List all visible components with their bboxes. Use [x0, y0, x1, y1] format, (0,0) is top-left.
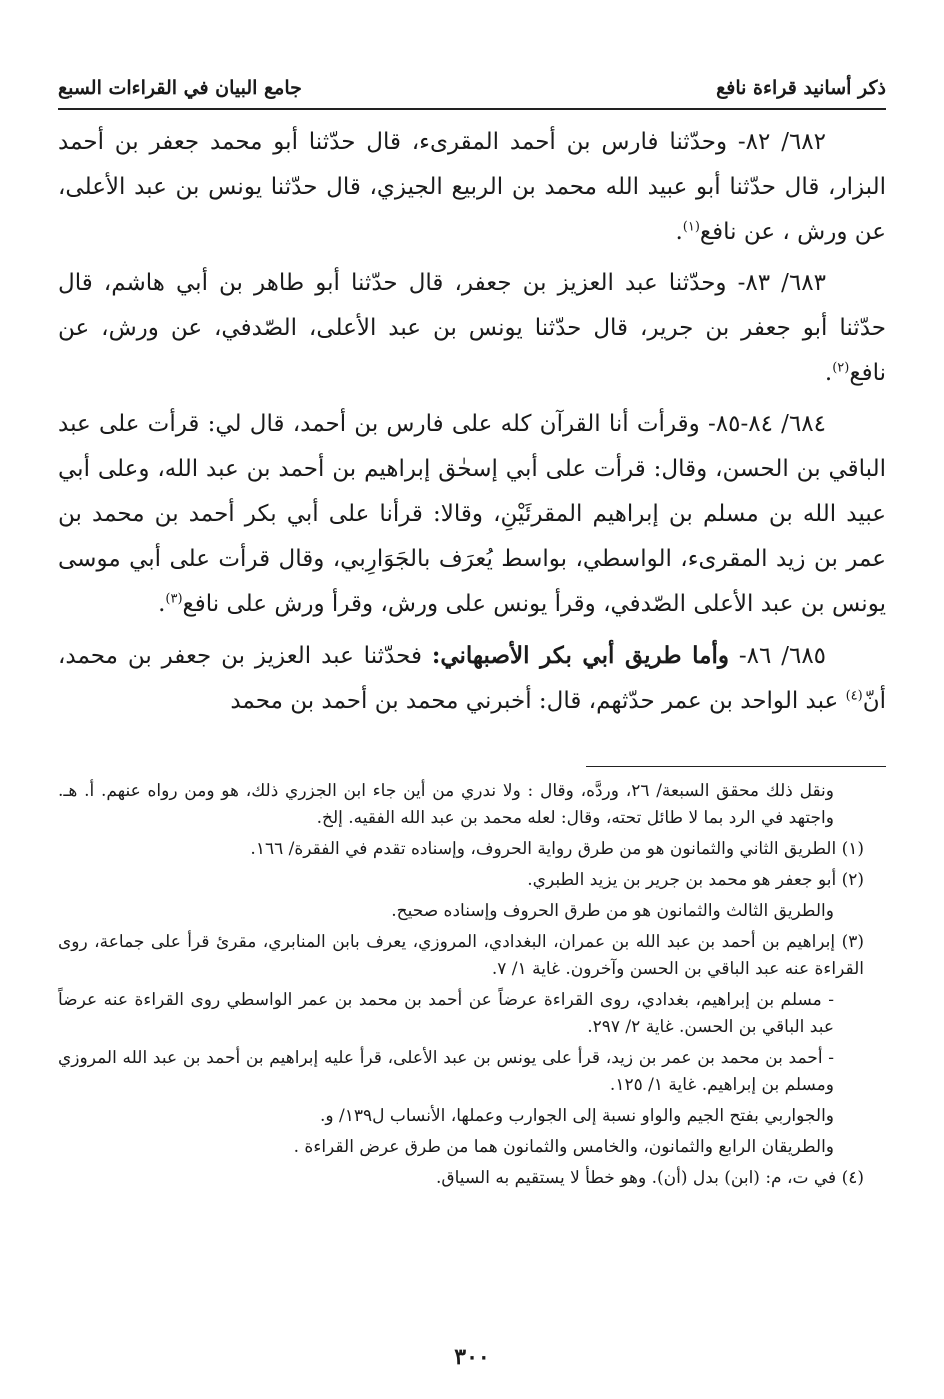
- paragraph-tail: .: [824, 360, 833, 386]
- footnotes: [58, 778, 864, 1196]
- footnote-ref: (١): [682, 219, 700, 235]
- main-text: [58, 120, 886, 730]
- footnote-item: (٣) إبراهيم بن أحمد بن عبد الله بن عمران، البغدادي، المروزي، يعرف بابن المنابري، مقرئ قرأ على جماعة، روى القراءة عنه عبد الباقي بن الحسن وآخرون. غاية ١/ ٧.: [58, 932, 864, 979]
- footnote-item: (٤) في ت، م: (ابن) بدل (أن). وهو خطأ لا يستقيم به السياق.: [435, 1168, 864, 1188]
- footnote-item: والطريقان الرابع والثمانون، والخامس والثمانون هما من طرق عرض القراءة .: [293, 1137, 834, 1157]
- paragraph-682: [58, 120, 886, 255]
- footnote-item: والجواربي بفتح الجيم والواو نسبة إلى الجوارب وعملها، الأنساب ل١٣٩/ و.: [319, 1106, 834, 1126]
- paragraph-text: وحدّثنا عبد العزيز بن جعفر، قال حدّثنا أبو طاهر بن أبي هاشم، قال حدّثنا أبو جعفر بن جرير، قال حدّثنا يونس بن عبد الأعلى، الصّدفي، عن ورش، عن نافع: [58, 270, 886, 386]
- footnote-item: والطريق الثالث والثمانون هو من طرق الحروف وإسناده صحيح.: [391, 901, 834, 921]
- footnote-item: - أحمد بن محمد بن عمر بن زيد، قرأ على يونس بن عبد الأعلى، قرأ عليه إبراهيم بن أحمد بن عبد الله المروزي ومسلم بن إبراهيم. غاية ١/ ١٢٥.: [58, 1048, 834, 1095]
- footnote-item: - مسلم بن إبراهيم، بغدادي، روى القراءة عرضاً عن أحمد بن محمد بن عمر الواسطي روى القراءة عنه عرضاً عبد الباقي بن الحسن. غاية ٢/ ٢٩٧.: [58, 990, 834, 1037]
- paragraph-683: [58, 261, 886, 396]
- header-divider: [58, 108, 886, 110]
- paragraph-number: ٦٨٤/ ٨٤-٨٥-: [707, 411, 826, 437]
- paragraph-text: وحدّثنا فارس بن أحمد المقرىء، قال حدّثنا أبو محمد جعفر بن أحمد البزار، قال حدّثنا أبو عبيد الله محمد بن الربيع الجيزي، قال حدّثنا يونس بن عبد الأعلى، عن ورش ، عن نافع: [58, 129, 886, 245]
- paragraph-text: فحدّثنا عبد العزيز بن جعفر بن محمد، أنّ: [58, 643, 886, 714]
- footnote-ref: (٣): [165, 591, 183, 607]
- footnote-item: ونقل ذلك محقق السبعة/ ٢٦، وردَّه، وقال : ولا ندري من أين جاء ابن الجزري ذلك، هو ومن رواه عنهم. أ. هـ. واجتهد في الرد بما لا طائل تحته، وقال: لعله محمد بن عبد الله الفقيه. إلخ.: [58, 781, 834, 828]
- paragraph-number: ٦٨٢/ ٨٢-: [737, 129, 827, 155]
- paragraph-number: ٦٨٣/ ٨٣-: [737, 270, 826, 296]
- paragraph-number: ٦٨٥/ ٨٦-: [738, 643, 827, 669]
- footnote-ref: (٢): [832, 360, 850, 376]
- header-chapter-title: ذكر أسانيد قراءة نافع: [716, 77, 886, 99]
- page-number: ٣٠٠: [454, 1344, 490, 1370]
- footnote-item: (٢) أبو جعفر هو محمد بن جرير بن يزيد الطبري.: [527, 870, 864, 890]
- footnote-ref: (٤): [845, 688, 863, 704]
- footnote-divider: [586, 766, 886, 767]
- footnote-item: (١) الطريق الثاني والثمانون هو من طرق رواية الحروف، وإسناده تقدم في الفقرة/ ١٦٦.: [250, 839, 864, 859]
- header-book-title: جامع البيان في القراءات السبع: [58, 77, 302, 99]
- section-lead: وأما طريق أبي بكر الأصبهاني:: [431, 642, 729, 669]
- paragraph-tail: عبد الواحد بن عمر حدّثهم، قال: أخبرني محمد بن أحمد بن محمد: [230, 688, 846, 714]
- paragraph-684: [58, 402, 886, 627]
- running-header: [58, 70, 886, 106]
- paragraph-685: [58, 633, 886, 724]
- paragraph-tail: .: [675, 219, 683, 245]
- paragraph-text: وقرأت أنا القرآن كله على فارس بن أحمد، قال لي: قرأت على عبد الباقي بن الحسن، وقال: قرأت على أبي إسحٰق إبراهيم بن أحمد بن عبد الله، وعلى أبي عبيد الله بن مسلم بن إبراهيم المقرئَيْنِ، وقالا: قرأنا على أبي بكر أحمد بن محمد بن عمر بن زيد المقرىء، الواسطي، بواسط يُعرَف بالجَوَارِبي، وقال قرأت على أبي موسى يونس بن عبد الأعلى الصّدفي، وقرأ يونس على ورش، وقرأ ورش على نافع: [58, 411, 886, 617]
- paragraph-tail: .: [158, 591, 166, 617]
